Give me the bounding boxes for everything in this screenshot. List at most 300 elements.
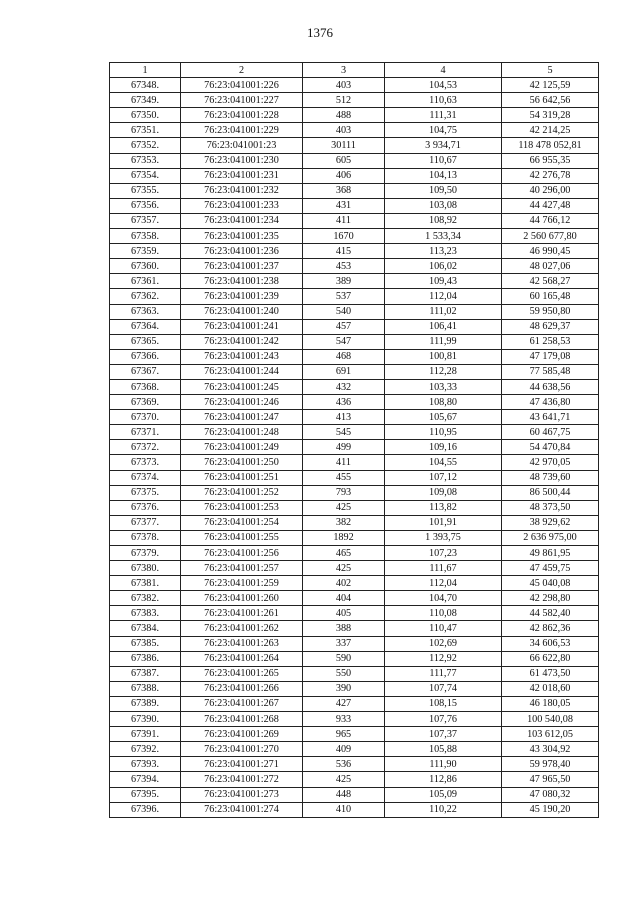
table-cell-col-3: 406 xyxy=(303,168,385,183)
table-row xyxy=(110,515,599,530)
table-cell-col-4: 111,77 xyxy=(385,666,502,681)
table-cell-col-4: 1 393,75 xyxy=(385,530,502,545)
table-cell-col-4: 109,50 xyxy=(385,183,502,198)
table-cell-col-3: 402 xyxy=(303,576,385,591)
table-row xyxy=(110,561,599,576)
table-row xyxy=(110,168,599,183)
table-cell-col-4: 110,95 xyxy=(385,425,502,440)
table-cell-col-5: 44 427,48 xyxy=(502,198,599,213)
table-cell-col-2: 76:23:041001:265 xyxy=(181,666,303,681)
table-cell-col-5: 54 470,84 xyxy=(502,440,599,455)
table-cell-col-3: 425 xyxy=(303,500,385,515)
table-row xyxy=(110,500,599,515)
table-row xyxy=(110,455,599,470)
table-cell-col-4: 105,67 xyxy=(385,410,502,425)
table-cell-col-1: 67356. xyxy=(110,198,181,213)
table-cell-col-5: 38 929,62 xyxy=(502,515,599,530)
table-cell-col-3: 965 xyxy=(303,727,385,742)
table-cell-col-1: 67366. xyxy=(110,349,181,364)
table-cell-col-3: 547 xyxy=(303,334,385,349)
table-cell-col-4: 103,08 xyxy=(385,198,502,213)
header-cell-1: 1 xyxy=(110,63,181,78)
table-row xyxy=(110,802,599,817)
table-cell-col-1: 67353. xyxy=(110,153,181,168)
table-cell-col-4: 107,76 xyxy=(385,712,502,727)
table-cell-col-2: 76:23:041001:256 xyxy=(181,546,303,561)
table-row xyxy=(110,591,599,606)
table-cell-col-2: 76:23:041001:242 xyxy=(181,334,303,349)
table-cell-col-2: 76:23:041001:234 xyxy=(181,213,303,228)
table-cell-col-5: 44 638,56 xyxy=(502,379,599,394)
header-cell-5: 5 xyxy=(502,63,599,78)
table-cell-col-2: 76:23:041001:252 xyxy=(181,485,303,500)
table-cell-col-2: 76:23:041001:248 xyxy=(181,425,303,440)
header-row xyxy=(110,63,599,78)
table-cell-col-5: 100 540,08 xyxy=(502,712,599,727)
table-cell-col-5: 40 296,00 xyxy=(502,183,599,198)
table-cell-col-4: 107,23 xyxy=(385,546,502,561)
table-cell-col-5: 42 276,78 xyxy=(502,168,599,183)
table-cell-col-5: 46 180,05 xyxy=(502,696,599,711)
table-cell-col-4: 110,47 xyxy=(385,621,502,636)
table-cell-col-5: 44 766,12 xyxy=(502,213,599,228)
table-cell-col-2: 76:23:041001:272 xyxy=(181,772,303,787)
table-cell-col-4: 113,82 xyxy=(385,500,502,515)
table-cell-col-3: 540 xyxy=(303,304,385,319)
table-cell-col-5: 48 739,60 xyxy=(502,470,599,485)
register-table xyxy=(109,62,599,818)
table-cell-col-1: 67386. xyxy=(110,651,181,666)
table-row xyxy=(110,259,599,274)
table-row xyxy=(110,153,599,168)
table-cell-col-3: 368 xyxy=(303,183,385,198)
table-cell-col-4: 1 533,34 xyxy=(385,229,502,244)
table-cell-col-4: 111,31 xyxy=(385,108,502,123)
table-cell-col-4: 107,74 xyxy=(385,681,502,696)
table-row xyxy=(110,742,599,757)
table-row xyxy=(110,138,599,153)
table-cell-col-3: 404 xyxy=(303,591,385,606)
table-cell-col-4: 110,67 xyxy=(385,153,502,168)
table-cell-col-3: 388 xyxy=(303,621,385,636)
table-cell-col-4: 104,70 xyxy=(385,591,502,606)
table-cell-col-3: 488 xyxy=(303,108,385,123)
table-cell-col-2: 76:23:041001:262 xyxy=(181,621,303,636)
table-cell-col-4: 100,81 xyxy=(385,349,502,364)
table-cell-col-2: 76:23:041001:271 xyxy=(181,757,303,772)
table-row xyxy=(110,470,599,485)
table-cell-col-1: 67369. xyxy=(110,395,181,410)
table-row xyxy=(110,319,599,334)
table-cell-col-4: 105,09 xyxy=(385,787,502,802)
table-cell-col-3: 403 xyxy=(303,78,385,93)
table-cell-col-2: 76:23:041001:232 xyxy=(181,183,303,198)
table-row xyxy=(110,546,599,561)
table-cell-col-4: 108,92 xyxy=(385,213,502,228)
table-cell-col-5: 45 190,20 xyxy=(502,802,599,817)
table-cell-col-1: 67372. xyxy=(110,440,181,455)
table-cell-col-1: 67377. xyxy=(110,515,181,530)
table-cell-col-1: 67355. xyxy=(110,183,181,198)
table-cell-col-5: 56 642,56 xyxy=(502,93,599,108)
table-row xyxy=(110,606,599,621)
table-cell-col-1: 67370. xyxy=(110,410,181,425)
table-cell-col-3: 390 xyxy=(303,681,385,696)
table-cell-col-3: 590 xyxy=(303,651,385,666)
table-cell-col-3: 691 xyxy=(303,364,385,379)
table-cell-col-2: 76:23:041001:268 xyxy=(181,712,303,727)
header-cell-2: 2 xyxy=(181,63,303,78)
table-row xyxy=(110,183,599,198)
table-cell-col-5: 59 950,80 xyxy=(502,304,599,319)
table-cell-col-5: 42 125,59 xyxy=(502,78,599,93)
table-cell-col-2: 76:23:041001:239 xyxy=(181,289,303,304)
table-row xyxy=(110,621,599,636)
table-cell-col-2: 76:23:041001:245 xyxy=(181,379,303,394)
table-cell-col-2: 76:23:041001:241 xyxy=(181,319,303,334)
table-cell-col-1: 67387. xyxy=(110,666,181,681)
table-cell-col-5: 42 018,60 xyxy=(502,681,599,696)
table-row xyxy=(110,712,599,727)
table-cell-col-5: 48 629,37 xyxy=(502,319,599,334)
table-cell-col-1: 67382. xyxy=(110,591,181,606)
table-cell-col-5: 47 080,32 xyxy=(502,787,599,802)
table-cell-col-1: 67352. xyxy=(110,138,181,153)
table-cell-col-2: 76:23:041001:238 xyxy=(181,274,303,289)
table-cell-col-3: 410 xyxy=(303,802,385,817)
table-row xyxy=(110,93,599,108)
table-cell-col-2: 76:23:041001:240 xyxy=(181,304,303,319)
table-cell-col-4: 107,12 xyxy=(385,470,502,485)
table-cell-col-2: 76:23:041001:251 xyxy=(181,470,303,485)
table-cell-col-1: 67385. xyxy=(110,636,181,651)
table-row xyxy=(110,379,599,394)
table-cell-col-3: 499 xyxy=(303,440,385,455)
table-cell-col-4: 110,63 xyxy=(385,93,502,108)
table-cell-col-2: 76:23:041001:230 xyxy=(181,153,303,168)
table-cell-col-5: 42 214,25 xyxy=(502,123,599,138)
table-cell-col-4: 104,13 xyxy=(385,168,502,183)
table-cell-col-5: 47 436,80 xyxy=(502,395,599,410)
table-cell-col-2: 76:23:041001:260 xyxy=(181,591,303,606)
table-row xyxy=(110,198,599,213)
table-cell-col-1: 67384. xyxy=(110,621,181,636)
table-cell-col-5: 43 304,92 xyxy=(502,742,599,757)
table-cell-col-3: 1670 xyxy=(303,229,385,244)
table-cell-col-1: 67380. xyxy=(110,561,181,576)
table-cell-col-4: 3 934,71 xyxy=(385,138,502,153)
table-cell-col-4: 108,80 xyxy=(385,395,502,410)
table-cell-col-1: 67391. xyxy=(110,727,181,742)
table-row xyxy=(110,229,599,244)
table-cell-col-4: 108,15 xyxy=(385,696,502,711)
table-cell-col-2: 76:23:041001:244 xyxy=(181,364,303,379)
table-cell-col-5: 118 478 052,81 xyxy=(502,138,599,153)
table-row xyxy=(110,757,599,772)
table-cell-col-4: 112,86 xyxy=(385,772,502,787)
table-cell-col-4: 109,43 xyxy=(385,274,502,289)
table-cell-col-4: 111,67 xyxy=(385,561,502,576)
table-cell-col-1: 67360. xyxy=(110,259,181,274)
table-cell-col-5: 42 568,27 xyxy=(502,274,599,289)
table-cell-col-5: 59 978,40 xyxy=(502,757,599,772)
table-cell-col-1: 67362. xyxy=(110,289,181,304)
table-cell-col-4: 102,69 xyxy=(385,636,502,651)
table-cell-col-1: 67396. xyxy=(110,802,181,817)
table-row xyxy=(110,696,599,711)
table-cell-col-4: 103,33 xyxy=(385,379,502,394)
table-row xyxy=(110,289,599,304)
table-cell-col-3: 605 xyxy=(303,153,385,168)
table-cell-col-2: 76:23:041001:257 xyxy=(181,561,303,576)
table-cell-col-2: 76:23:041001:254 xyxy=(181,515,303,530)
table-cell-col-4: 109,16 xyxy=(385,440,502,455)
table-cell-col-5: 60 467,75 xyxy=(502,425,599,440)
table-cell-col-3: 413 xyxy=(303,410,385,425)
table-cell-col-4: 111,99 xyxy=(385,334,502,349)
table-cell-col-3: 465 xyxy=(303,546,385,561)
table-cell-col-3: 457 xyxy=(303,319,385,334)
table-cell-col-5: 2 560 677,80 xyxy=(502,229,599,244)
table-row xyxy=(110,440,599,455)
table-cell-col-2: 76:23:041001:237 xyxy=(181,259,303,274)
table-cell-col-1: 67373. xyxy=(110,455,181,470)
table-cell-col-2: 76:23:041001:227 xyxy=(181,93,303,108)
table-cell-col-4: 101,91 xyxy=(385,515,502,530)
table-row xyxy=(110,274,599,289)
table-cell-col-1: 67351. xyxy=(110,123,181,138)
table-cell-col-5: 43 641,71 xyxy=(502,410,599,425)
table-cell-col-5: 60 165,48 xyxy=(502,289,599,304)
table-row xyxy=(110,681,599,696)
table-cell-col-3: 468 xyxy=(303,349,385,364)
table-row xyxy=(110,123,599,138)
table-cell-col-2: 76:23:041001:253 xyxy=(181,500,303,515)
table-cell-col-5: 47 179,08 xyxy=(502,349,599,364)
table-cell-col-3: 405 xyxy=(303,606,385,621)
table-cell-col-1: 67350. xyxy=(110,108,181,123)
table-row xyxy=(110,530,599,545)
table-cell-col-2: 76:23:041001:255 xyxy=(181,530,303,545)
table-cell-col-5: 44 582,40 xyxy=(502,606,599,621)
table-cell-col-4: 104,55 xyxy=(385,455,502,470)
table-cell-col-2: 76:23:041001:261 xyxy=(181,606,303,621)
table-cell-col-3: 425 xyxy=(303,772,385,787)
table-cell-col-5: 49 861,95 xyxy=(502,546,599,561)
table-cell-col-4: 106,02 xyxy=(385,259,502,274)
table-cell-col-3: 409 xyxy=(303,742,385,757)
table-cell-col-5: 42 862,36 xyxy=(502,621,599,636)
table-cell-col-4: 111,02 xyxy=(385,304,502,319)
table-cell-col-2: 76:23:041001:263 xyxy=(181,636,303,651)
table-cell-col-4: 110,08 xyxy=(385,606,502,621)
table-cell-col-5: 47 459,75 xyxy=(502,561,599,576)
table-cell-col-5: 46 990,45 xyxy=(502,244,599,259)
table-cell-col-5: 34 606,53 xyxy=(502,636,599,651)
table-cell-col-1: 67378. xyxy=(110,530,181,545)
table-cell-col-3: 453 xyxy=(303,259,385,274)
table-cell-col-5: 86 500,44 xyxy=(502,485,599,500)
table-cell-col-3: 382 xyxy=(303,515,385,530)
table-cell-col-2: 76:23:041001:228 xyxy=(181,108,303,123)
table-cell-col-4: 109,08 xyxy=(385,485,502,500)
table-cell-col-2: 76:23:041001:236 xyxy=(181,244,303,259)
table-cell-col-1: 67371. xyxy=(110,425,181,440)
header-cell-3: 3 xyxy=(303,63,385,78)
table-cell-col-1: 67361. xyxy=(110,274,181,289)
table-cell-col-1: 67376. xyxy=(110,500,181,515)
table-cell-col-1: 67374. xyxy=(110,470,181,485)
table-row xyxy=(110,772,599,787)
table-cell-col-3: 337 xyxy=(303,636,385,651)
table-cell-col-1: 67349. xyxy=(110,93,181,108)
table-cell-col-1: 67348. xyxy=(110,78,181,93)
table-cell-col-4: 113,23 xyxy=(385,244,502,259)
table-cell-col-1: 67393. xyxy=(110,757,181,772)
table-cell-col-3: 425 xyxy=(303,561,385,576)
table-row xyxy=(110,787,599,802)
table-cell-col-4: 105,88 xyxy=(385,742,502,757)
table-row xyxy=(110,576,599,591)
table-row xyxy=(110,666,599,681)
table-cell-col-5: 42 298,80 xyxy=(502,591,599,606)
table-cell-col-3: 427 xyxy=(303,696,385,711)
table-cell-col-2: 76:23:041001:231 xyxy=(181,168,303,183)
table-cell-col-4: 104,53 xyxy=(385,78,502,93)
table-cell-col-1: 67394. xyxy=(110,772,181,787)
table-cell-col-1: 67389. xyxy=(110,696,181,711)
table-cell-col-3: 545 xyxy=(303,425,385,440)
table-cell-col-2: 76:23:041001:247 xyxy=(181,410,303,425)
table-cell-col-2: 76:23:041001:246 xyxy=(181,395,303,410)
table-cell-col-2: 76:23:041001:250 xyxy=(181,455,303,470)
table-cell-col-3: 431 xyxy=(303,198,385,213)
table-row xyxy=(110,485,599,500)
table-cell-col-3: 411 xyxy=(303,455,385,470)
table-cell-col-2: 76:23:041001:259 xyxy=(181,576,303,591)
table-cell-col-2: 76:23:041001:273 xyxy=(181,787,303,802)
table-cell-col-5: 66 955,35 xyxy=(502,153,599,168)
table-cell-col-3: 389 xyxy=(303,274,385,289)
table-cell-col-5: 2 636 975,00 xyxy=(502,530,599,545)
header-cell-4: 4 xyxy=(385,63,502,78)
table-cell-col-5: 66 622,80 xyxy=(502,651,599,666)
table-cell-col-1: 67383. xyxy=(110,606,181,621)
table-cell-col-1: 67364. xyxy=(110,319,181,334)
table-row xyxy=(110,349,599,364)
table-cell-col-2: 76:23:041001:235 xyxy=(181,229,303,244)
table-cell-col-2: 76:23:041001:266 xyxy=(181,681,303,696)
table-row xyxy=(110,304,599,319)
table-cell-col-1: 67367. xyxy=(110,364,181,379)
table-cell-col-5: 42 970,05 xyxy=(502,455,599,470)
table-cell-col-2: 76:23:041001:264 xyxy=(181,651,303,666)
table-cell-col-1: 67392. xyxy=(110,742,181,757)
table-cell-col-1: 67381. xyxy=(110,576,181,591)
table-cell-col-5: 45 040,08 xyxy=(502,576,599,591)
table-cell-col-2: 76:23:041001:229 xyxy=(181,123,303,138)
table-row xyxy=(110,395,599,410)
table-row xyxy=(110,213,599,228)
table-cell-col-2: 76:23:041001:226 xyxy=(181,78,303,93)
table-cell-col-5: 61 258,53 xyxy=(502,334,599,349)
table-cell-col-1: 67363. xyxy=(110,304,181,319)
table-cell-col-5: 48 027,06 xyxy=(502,259,599,274)
page-number: 1376 xyxy=(307,25,333,40)
table-cell-col-2: 76:23:041001:267 xyxy=(181,696,303,711)
table-cell-col-1: 67365. xyxy=(110,334,181,349)
table-cell-col-2: 76:23:041001:274 xyxy=(181,802,303,817)
table-cell-col-3: 455 xyxy=(303,470,385,485)
table-row xyxy=(110,425,599,440)
table-cell-col-2: 76:23:041001:269 xyxy=(181,727,303,742)
table-cell-col-2: 76:23:041001:243 xyxy=(181,349,303,364)
table-cell-col-3: 537 xyxy=(303,289,385,304)
table-cell-col-3: 512 xyxy=(303,93,385,108)
table-cell-col-3: 550 xyxy=(303,666,385,681)
table-cell-col-4: 112,92 xyxy=(385,651,502,666)
table-cell-col-3: 411 xyxy=(303,213,385,228)
table-row xyxy=(110,78,599,93)
table-cell-col-3: 403 xyxy=(303,123,385,138)
table-row xyxy=(110,108,599,123)
table-cell-col-5: 103 612,05 xyxy=(502,727,599,742)
table-cell-col-3: 933 xyxy=(303,712,385,727)
table-cell-col-2: 76:23:041001:270 xyxy=(181,742,303,757)
table-cell-col-3: 448 xyxy=(303,787,385,802)
table-cell-col-4: 112,04 xyxy=(385,576,502,591)
table-cell-col-1: 67388. xyxy=(110,681,181,696)
table-row xyxy=(110,727,599,742)
table-cell-col-5: 77 585,48 xyxy=(502,364,599,379)
table-cell-col-5: 48 373,50 xyxy=(502,500,599,515)
table-cell-col-3: 432 xyxy=(303,379,385,394)
table-cell-col-5: 61 473,50 xyxy=(502,666,599,681)
table-cell-col-4: 112,28 xyxy=(385,364,502,379)
table-cell-col-2: 76:23:041001:233 xyxy=(181,198,303,213)
table-cell-col-5: 54 319,28 xyxy=(502,108,599,123)
table-cell-col-1: 67390. xyxy=(110,712,181,727)
table-cell-col-3: 30111 xyxy=(303,138,385,153)
table-cell-col-3: 536 xyxy=(303,757,385,772)
table-cell-col-3: 793 xyxy=(303,485,385,500)
table-body xyxy=(110,78,599,818)
table-cell-col-4: 104,75 xyxy=(385,123,502,138)
table-cell-col-2: 76:23:041001:249 xyxy=(181,440,303,455)
table-cell-col-3: 415 xyxy=(303,244,385,259)
table-row xyxy=(110,334,599,349)
table-cell-col-1: 67379. xyxy=(110,546,181,561)
table-cell-col-5: 47 965,50 xyxy=(502,772,599,787)
table-cell-col-2: 76:23:041001:23 xyxy=(181,138,303,153)
table-row xyxy=(110,410,599,425)
table-cell-col-4: 106,41 xyxy=(385,319,502,334)
table-row xyxy=(110,244,599,259)
table-cell-col-1: 67357. xyxy=(110,213,181,228)
table-cell-col-4: 110,22 xyxy=(385,802,502,817)
table-cell-col-1: 67395. xyxy=(110,787,181,802)
table-cell-col-1: 67368. xyxy=(110,379,181,394)
table-cell-col-4: 111,90 xyxy=(385,757,502,772)
table-cell-col-1: 67375. xyxy=(110,485,181,500)
table-cell-col-1: 67354. xyxy=(110,168,181,183)
table-row xyxy=(110,364,599,379)
table-cell-col-1: 67359. xyxy=(110,244,181,259)
table-cell-col-1: 67358. xyxy=(110,229,181,244)
table-cell-col-4: 107,37 xyxy=(385,727,502,742)
table-cell-col-3: 436 xyxy=(303,395,385,410)
table-cell-col-4: 112,04 xyxy=(385,289,502,304)
